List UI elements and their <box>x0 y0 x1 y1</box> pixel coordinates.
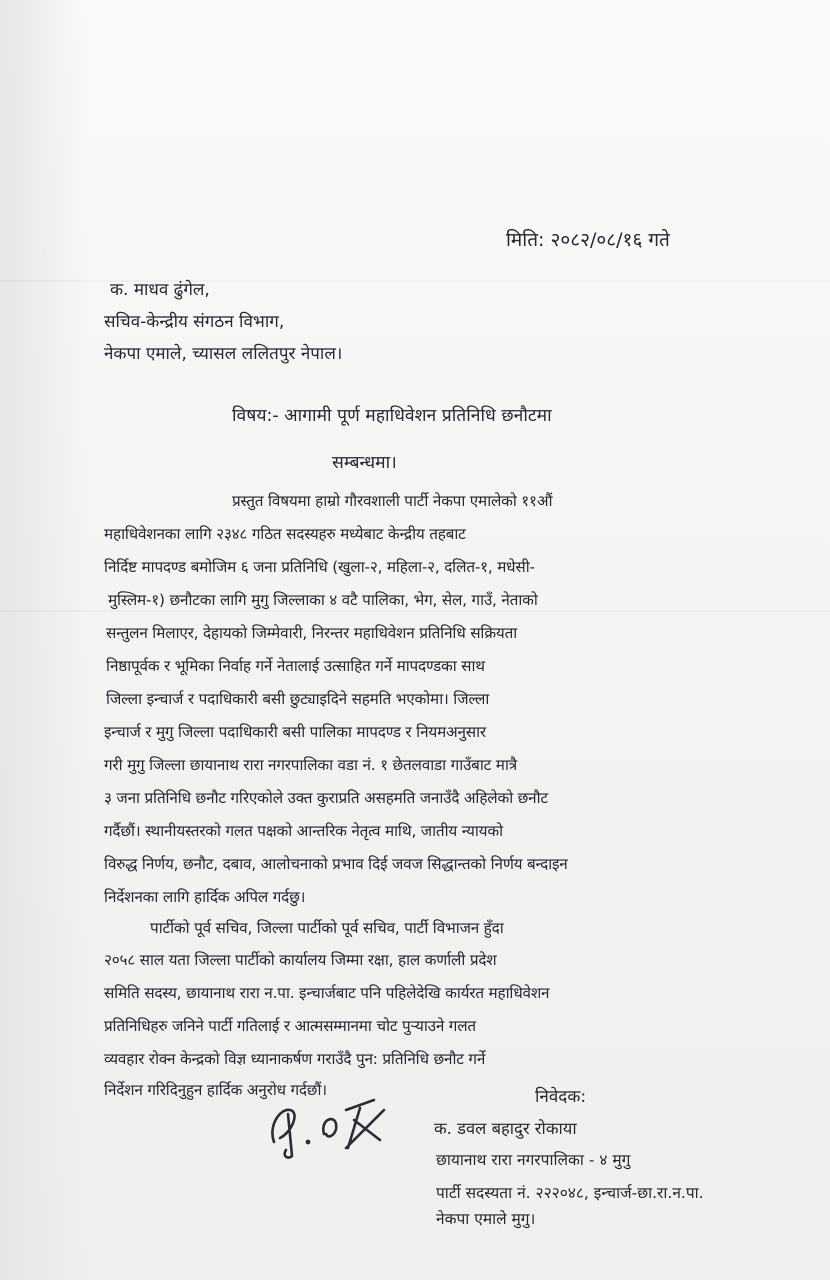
recipient-line-3: नेकपा एमाले, च्यासल ललितपुर नेपाल। <box>104 344 343 364</box>
body-line: महाधिवेशनका लागि २३४८ गठित सदस्यहरु मध्येबाट केन्द्रीय तहबाट <box>104 525 466 543</box>
handwritten-signature <box>262 1090 392 1170</box>
body-line: व्यवहार रोक्न केन्द्रको विज्ञ ध्यानाकर्षण गराउँदै पुन: प्रतिनिधि छनौट गर्ने <box>104 1050 486 1068</box>
letter-date: मिति: २०८२/०८/१६ गते <box>506 229 670 251</box>
subject-line-2: सम्बन्धमा। <box>332 453 397 473</box>
recipient-line-2: सचिव-केन्द्रीय संगठन विभाग, <box>104 312 285 332</box>
body-line: मुस्लिम-१) छनौटका लागि मुगु जिल्लाका ४ वटै पालिका, भेग, सेल, गाउँ, नेताको <box>108 591 538 609</box>
page-edge-shadow <box>0 0 90 1280</box>
body-line: सन्तुलन मिलाएर, देहायको जिम्मेवारी, निरन्तर महाधिवेशन प्रतिनिधि सक्रियता <box>106 624 518 642</box>
body-line: समिति सदस्य, छायानाथ रारा न.पा. इन्चार्जबाट पनि पहिलेदेखि कार्यरत महाधिवेशन <box>104 984 550 1002</box>
body-line: २०५८ साल यता जिल्ला पार्टीको कार्यालय जिम्मा रक्षा, हाल कर्णाली प्रदेश <box>104 951 497 969</box>
body-line: ३ जना प्रतिनिधि छनौट गरिएकोले उक्त कुराप्रति असहमति जनाउँदै अहिलेको छनौट <box>104 789 548 807</box>
body-line: निर्देशनका लागि हार्दिक अपिल गर्दछु। <box>104 888 306 906</box>
body-line: जिल्ला इन्चार्ज र पदाधिकारी बसी छुट्याइदिने सहमति भएकोमा। जिल्ला <box>106 690 490 708</box>
body-line: गरी मुगु जिल्ला छायानाथ रारा नगरपालिका वडा नं. १ छेतलवाडा गाउँबाट मात्रै <box>104 756 517 774</box>
recipient-line-1: क. माधव ढुंगेल, <box>110 280 210 300</box>
signatory-party: नेकपा एमाले मुगु। <box>436 1210 536 1228</box>
paper-fold <box>0 610 830 612</box>
body-line: निर्दिष्ट मापदण्ड बमोजिम ६ जना प्रतिनिधि (खुला-२, महिला-२, दलित-१, मधेसी- <box>104 558 535 576</box>
body-line: प्रस्तुत विषयमा हाम्रो गौरवशाली पार्टी नेकपा एमालेको ११औं <box>232 492 553 510</box>
body-line: विरुद्ध निर्णय, छनौट, दबाव, आलोचनाको प्रभाव दिई जवज सिद्धान्तको निर्णय बन्दाइन <box>104 855 568 873</box>
body-line: निर्देशन गरिदिनुहुन हार्दिक अनुरोध गर्दछौं। <box>104 1081 327 1099</box>
body-line: गर्दैछौं। स्थानीयस्तरको गलत पक्षको आन्तरिक नेतृत्व माथि, जातीय न्यायको <box>104 822 503 840</box>
body-line: इन्चार्ज र मुगु जिल्ला पदाधिकारी बसी पालिका मापदण्ड र नियमअनुसार <box>104 723 486 741</box>
signatory-name: क. डवल बहादुर रोकाया <box>434 1119 577 1138</box>
body-line: निष्ठापूर्वक र भूमिका निर्वाह गर्ने नेतालाई उत्साहित गर्ने मापदण्डका साथ <box>106 657 485 675</box>
body-line: पार्टीको पूर्व सचिव, जिल्ला पार्टीको पूर्व सचिव, पार्टी विभाजन हुँदा <box>150 919 504 937</box>
signatory-address: छायानाथ रारा नगरपालिका - ४ मुगु <box>436 1151 631 1169</box>
body-line: प्रतिनिधिहरु जनिने पार्टी गतिलाई र आत्मसम्मानमा चोट पुर्‍याउने गलत <box>104 1017 476 1035</box>
signatory-membership: पार्टी सदस्यता नं. २२२०४८, इन्चार्ज-छा.रा.न.पा. <box>436 1184 704 1202</box>
subject-line-1: विषय:- आगामी पूर्ण महाधिवेशन प्रतिनिधि छनौटमा <box>232 406 552 426</box>
closing-label: निवेदक: <box>535 1087 587 1107</box>
